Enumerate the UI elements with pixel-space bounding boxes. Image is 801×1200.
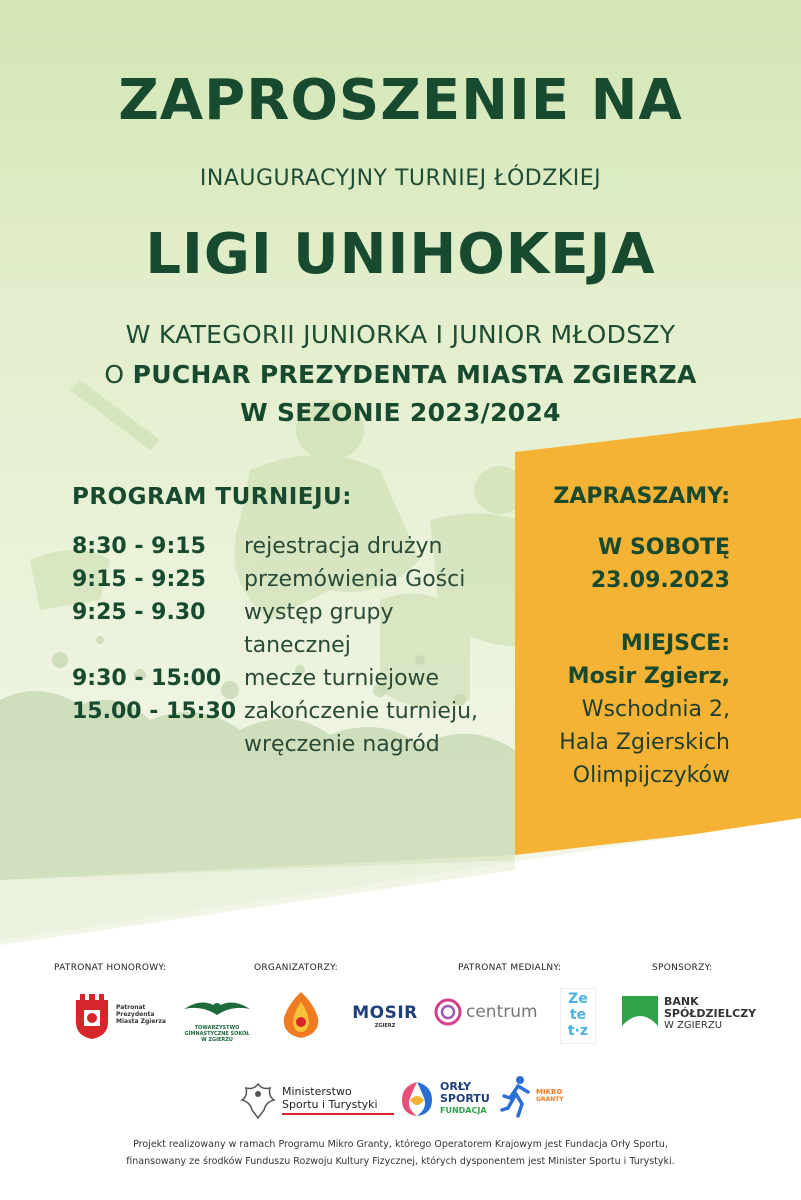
program-item bbox=[72, 662, 522, 695]
program-time: 9:30 - 15:00 bbox=[72, 666, 222, 691]
label-sponsors: SPONSORZY: bbox=[652, 963, 713, 973]
place-heading: MIEJSCE: bbox=[620, 631, 730, 656]
venue-street: Wschodnia 2, bbox=[581, 697, 730, 722]
program-desc: przemówienia Gości bbox=[244, 567, 466, 592]
mikro-line-1: MIKRO bbox=[536, 1088, 563, 1096]
centrum-logo bbox=[434, 998, 538, 1026]
ministry-logo bbox=[240, 1080, 394, 1120]
subtitle-category: W KATEGORII JUNIORKA I JUNIOR MŁODSZY bbox=[125, 320, 676, 349]
program-item bbox=[72, 530, 522, 563]
program-time: 9:15 - 9:25 bbox=[72, 567, 206, 592]
club-emblem-logo bbox=[278, 990, 324, 1044]
sokol-text: TOWARZYSTWO GIMNASTYCZNE SOKÓŁ W ZGIERZU bbox=[184, 1025, 250, 1043]
orly-line-2: SPORTU bbox=[440, 1092, 490, 1105]
flame-emblem-icon bbox=[278, 990, 324, 1040]
bank-logo bbox=[622, 996, 756, 1032]
program-desc: występ grupy tanecznej bbox=[244, 600, 394, 658]
bank-line-1: BANK bbox=[664, 995, 699, 1008]
footer-line-1: Projekt realizowany w ramach Programu Mikro Granty, którego Operatorem Krajowym jest Fundacja Orły Sportu, bbox=[133, 1139, 668, 1150]
subtitle-trophy-prefix: O bbox=[104, 360, 133, 389]
program-desc: mecze turniejowe bbox=[244, 666, 440, 691]
patron-text: Patronat Prezydenta Miasta Zgierza bbox=[116, 1004, 166, 1025]
centrum-circle-icon bbox=[434, 998, 462, 1026]
ministry-red-line bbox=[282, 1113, 394, 1115]
program-time: 15.00 - 15:30 bbox=[72, 699, 237, 724]
orly-line-3: FUNDACJA bbox=[440, 1106, 487, 1115]
mikro-text bbox=[536, 1088, 564, 1104]
program-desc: zakończenie turnieju, wręczenie nagród bbox=[244, 699, 479, 757]
ministry-line-2: Sportu i Turystyki bbox=[282, 1098, 378, 1111]
subtitle-trophy-name: PUCHAR PREZYDENTA MIASTA ZGIERZA bbox=[132, 360, 697, 389]
program-list bbox=[72, 530, 522, 761]
label-honorary-patron: PATRONAT HONOROWY: bbox=[54, 963, 167, 973]
program-item bbox=[72, 563, 522, 596]
zet-logo: Ze te t·z bbox=[560, 988, 596, 1044]
program-time: 9:25 - 9.30 bbox=[72, 600, 206, 625]
label-media-patron: PATRONAT MEDIALNY: bbox=[458, 963, 562, 973]
ministry-line-1: Ministerstwo bbox=[282, 1085, 352, 1098]
bank-line-2: SPÓŁDZIELCZY bbox=[664, 1007, 757, 1020]
venue-hall: Hala Zgierskich Olimpijczyków bbox=[559, 730, 730, 788]
sokol-logo bbox=[182, 995, 252, 1043]
invite-heading: ZAPRASZAMY: bbox=[553, 484, 730, 509]
subtitle-trophy bbox=[0, 360, 801, 389]
centrum-text: centrum bbox=[466, 1002, 538, 1022]
program-item bbox=[72, 695, 522, 761]
orly-text bbox=[440, 1081, 490, 1117]
orly-swirl-icon bbox=[398, 1078, 436, 1120]
program-item bbox=[72, 596, 522, 662]
mosir-sub: ZGIERZ bbox=[374, 1023, 396, 1029]
mosir-logo bbox=[350, 1003, 420, 1030]
orly-sportu-logo bbox=[398, 1078, 490, 1120]
footer-line-2: finansowany ze środków Funduszu Rozwoju Kultury Fizycznej, których dysponentem jest Minister Sportu i Turystyki. bbox=[126, 1156, 675, 1167]
runner-icon bbox=[500, 1074, 534, 1118]
invite-day: W SOBOTĘ bbox=[598, 535, 730, 560]
bank-hill-icon bbox=[622, 996, 658, 1032]
venue-name: Mosir Zgierz, bbox=[567, 664, 730, 689]
ministry-text bbox=[282, 1085, 394, 1115]
program-heading: PROGRAM TURNIEJU: bbox=[72, 484, 352, 510]
footer-note bbox=[40, 1136, 761, 1170]
program-desc: rejestracja drużyn bbox=[244, 534, 443, 559]
program-time: 8:30 - 9:15 bbox=[72, 534, 206, 559]
mikro-line-2: GRANTY bbox=[536, 1096, 564, 1103]
orly-line-1: ORŁY bbox=[440, 1080, 472, 1093]
zgierz-crest-logo bbox=[72, 992, 112, 1044]
crest-icon bbox=[72, 992, 112, 1040]
mosir-text: MOSIR bbox=[352, 1003, 418, 1023]
label-organizers: ORGANIZATORZY: bbox=[254, 963, 339, 973]
invite-panel bbox=[518, 484, 730, 792]
bank-line-3: W ZGIERZU bbox=[664, 1020, 723, 1031]
mikro-granty-logo bbox=[500, 1074, 564, 1118]
falcon-icon bbox=[182, 995, 252, 1021]
eagle-icon bbox=[240, 1080, 276, 1120]
invite-date: 23.09.2023 bbox=[590, 568, 730, 593]
title-line-1: ZAPROSZENIE NA bbox=[118, 68, 683, 133]
title-line-2: INAUGURACYJNY TURNIEJ ŁÓDZKIEJ bbox=[199, 166, 602, 191]
subtitle-season: W SEZONIE 2023/2024 bbox=[240, 398, 561, 427]
title-line-3: LIGI UNIHOKEJA bbox=[145, 222, 656, 287]
bank-text bbox=[664, 996, 756, 1032]
